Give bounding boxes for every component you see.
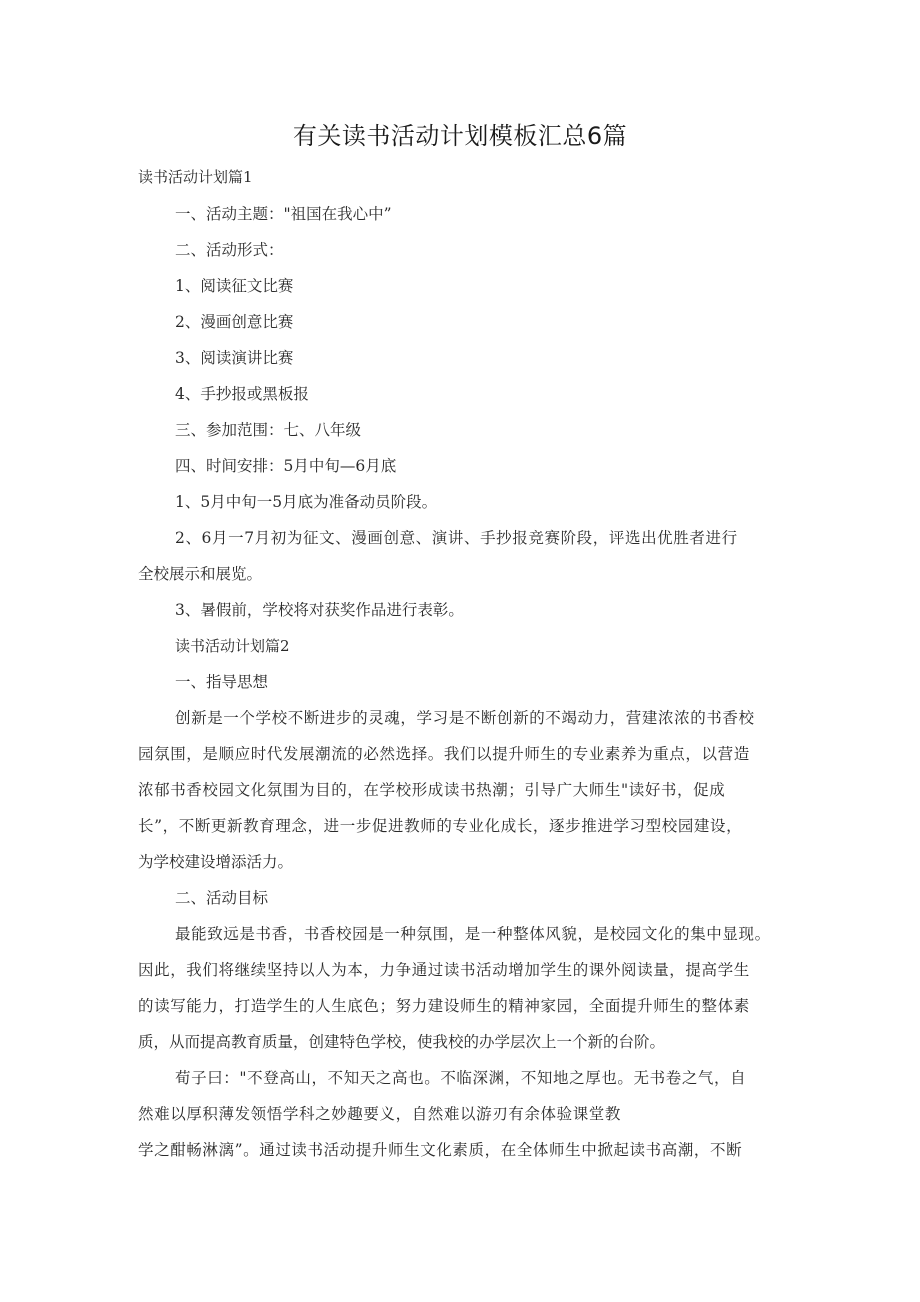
paragraph-line: 1、5月中旬一5月底为准备动员阶段。 xyxy=(175,493,438,511)
paragraph-line: 的读写能力，打造学生的人生底色；努力建设师生的精神家园，全面提升师生的整体素 xyxy=(138,997,750,1015)
paragraph-line: 然难以厚积薄发领悟学科之妙趣要义，自然难以游刃有余体验课堂教 xyxy=(138,1105,622,1123)
paragraph-line: 2、6月一7月初为征文、漫画创意、演讲、手抄报竞赛阶段，评选出优胜者进行 xyxy=(175,529,738,547)
paragraph-line: 最能致远是书香，书香校园是一种氛围，是一种整体风貌，是校园文化的集中显现。 xyxy=(175,925,771,943)
paragraph-line: 二、活动形式： xyxy=(175,241,284,259)
paragraph-line: 三、参加范围：七、八年级 xyxy=(175,421,362,439)
paragraph-line: 一、指导思想 xyxy=(175,673,269,691)
paragraph-line: 四、时间安排：5月中旬—6月底 xyxy=(175,457,397,475)
paragraph-line: 创新是一个学校不断进步的灵魂，学习是不断创新的不竭动力，营建浓浓的书香校 xyxy=(175,709,755,727)
paragraph-line: 浓郁书香校园文化氛围为目的，在学校形成读书热潮；引导广大师生"读好书，促成 xyxy=(138,781,726,799)
paragraph-line: 为学校建设增添活力。 xyxy=(138,853,294,871)
paragraph-line: 因此，我们将继续坚持以人为本，力争通过读书活动增加学生的课外阅读量，提高学生 xyxy=(138,961,750,979)
paragraph-line: 荀子曰："不登高山，不知天之高也。不临深渊，不知地之厚也。无书卷之气，自 xyxy=(175,1069,747,1087)
paragraph-line: 长”，不断更新教育理念，进一步促进教师的专业化成长，逐步推进学习型校园建设， xyxy=(138,817,743,835)
section-heading-1: 读书活动计划篇1 xyxy=(138,168,253,186)
paragraph-line: 2、漫画创意比赛 xyxy=(175,313,294,331)
paragraph-line: 质，从而提高教育质量，创建特色学校，使我校的办学层次上一个新的台阶。 xyxy=(138,1033,666,1051)
paragraph-line: 全校展示和展览。 xyxy=(138,565,263,583)
paragraph-line: 3、暑假前，学校将对获奖作品进行表彰。 xyxy=(175,601,464,619)
paragraph-line: 3、阅读演讲比赛 xyxy=(175,349,294,367)
paragraph-line: 4、手抄报或黑板报 xyxy=(175,385,309,403)
document-title: 有关读书活动计划模板汇总6篇 xyxy=(292,122,628,150)
paragraph-line: 园氛围，是顺应时代发展潮流的必然选择。我们以提升师生的专业素养为重点，以营造 xyxy=(138,745,750,763)
paragraph-line: 一、活动主题："祖国在我心中” xyxy=(175,205,392,223)
paragraph-line: 1、阅读征文比赛 xyxy=(175,277,294,295)
paragraph-line: 二、活动目标 xyxy=(175,889,269,907)
section-heading-2: 读书活动计划篇2 xyxy=(175,637,290,655)
paragraph-line: 学之酣畅淋漓”。通过读书活动提升师生文化素质，在全体师生中掀起读书高潮，不断 xyxy=(138,1141,743,1159)
